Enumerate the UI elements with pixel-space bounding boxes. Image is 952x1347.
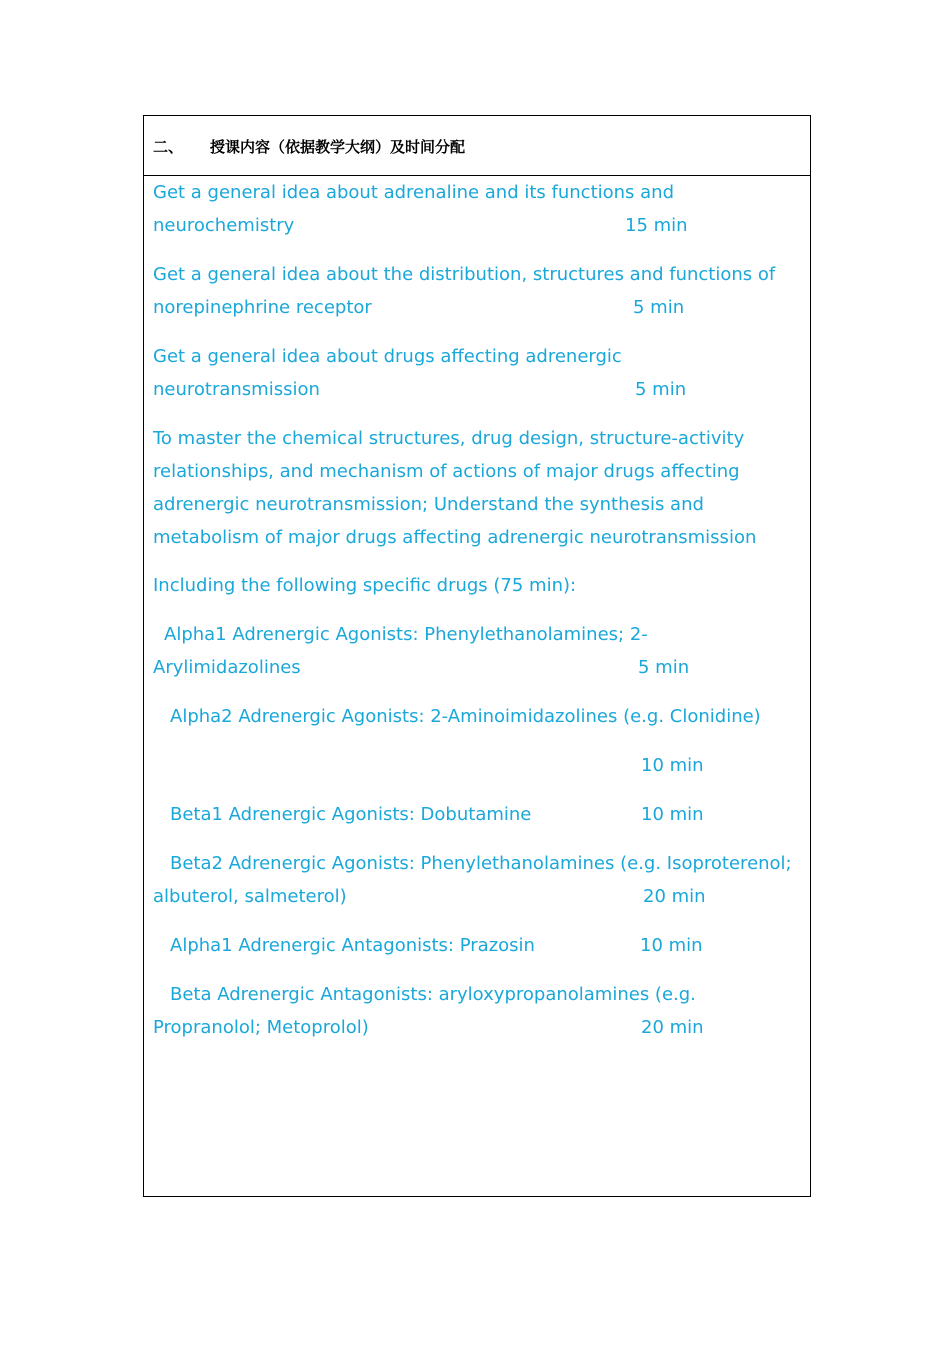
- alpha1-agonists-line-2: Arylimidazolines: [153, 657, 301, 678]
- alpha1-agonists-line-1: Alpha1 Adrenergic Agonists: Phenylethanolamines; 2-: [164, 624, 648, 645]
- beta1-agonists-time: 10 min: [641, 804, 704, 825]
- beta1-agonists-line: Beta1 Adrenergic Agonists: Dobutamine: [170, 804, 532, 825]
- syllabus-table: [143, 115, 811, 1197]
- beta-antagonists-line-2: Propranolol; Metoprolol): [153, 1017, 369, 1038]
- topic-drugs-line-1: Get a general idea about drugs affecting adrenergic: [153, 346, 622, 367]
- section-header: [144, 116, 810, 176]
- alpha2-agonists-line: Alpha2 Adrenergic Agonists: 2-Aminoimidazolines (e.g. Clonidine): [170, 706, 761, 727]
- section-title: 授课内容（依据教学大纲）及时间分配: [210, 138, 466, 156]
- topic-receptor-time: 5 min: [633, 297, 685, 318]
- topic-adrenaline-line-2: neurochemistry: [153, 215, 295, 236]
- beta-antagonists-line-1: Beta Adrenergic Antagonists: aryloxypropanolamines (e.g.: [170, 984, 696, 1005]
- beta2-agonists-line-2: albuterol, salmeterol): [153, 886, 347, 907]
- objective-line-3: adrenergic neurotransmission; Understand the synthesis and: [153, 494, 704, 515]
- topic-drugs-time: 5 min: [635, 379, 687, 400]
- section-number: 二、: [153, 138, 184, 156]
- alpha1-antagonists-line: Alpha1 Adrenergic Antagonists: Prazosin: [170, 935, 535, 956]
- objective-line-4: metabolism of major drugs affecting adrenergic neurotransmission: [153, 527, 757, 548]
- beta2-agonists-line-1: Beta2 Adrenergic Agonists: Phenylethanolamines (e.g. Isoproterenol;: [170, 853, 792, 874]
- topic-drugs-line-2: neurotransmission: [153, 379, 320, 400]
- alpha2-agonists-time: 10 min: [641, 755, 704, 776]
- alpha1-agonists-time: 5 min: [638, 657, 690, 678]
- beta2-agonists-time: 20 min: [643, 886, 706, 907]
- topic-receptor-line-2: norepinephrine receptor: [153, 297, 372, 318]
- alpha1-antagonists-time: 10 min: [640, 935, 703, 956]
- topic-adrenaline-line-1: Get a general idea about adrenaline and its functions and: [153, 182, 675, 203]
- topic-receptor-line-1: Get a general idea about the distribution, structures and functions of: [153, 264, 776, 285]
- topic-adrenaline-time: 15 min: [625, 215, 688, 236]
- objective-line-2: relationships, and mechanism of actions of major drugs affecting: [153, 461, 740, 482]
- beta-antagonists-time: 20 min: [641, 1017, 704, 1038]
- specific-drugs-intro: Including the following specific drugs (75 min):: [153, 575, 577, 596]
- objective-line-1: To master the chemical structures, drug design, structure-activity: [153, 428, 745, 449]
